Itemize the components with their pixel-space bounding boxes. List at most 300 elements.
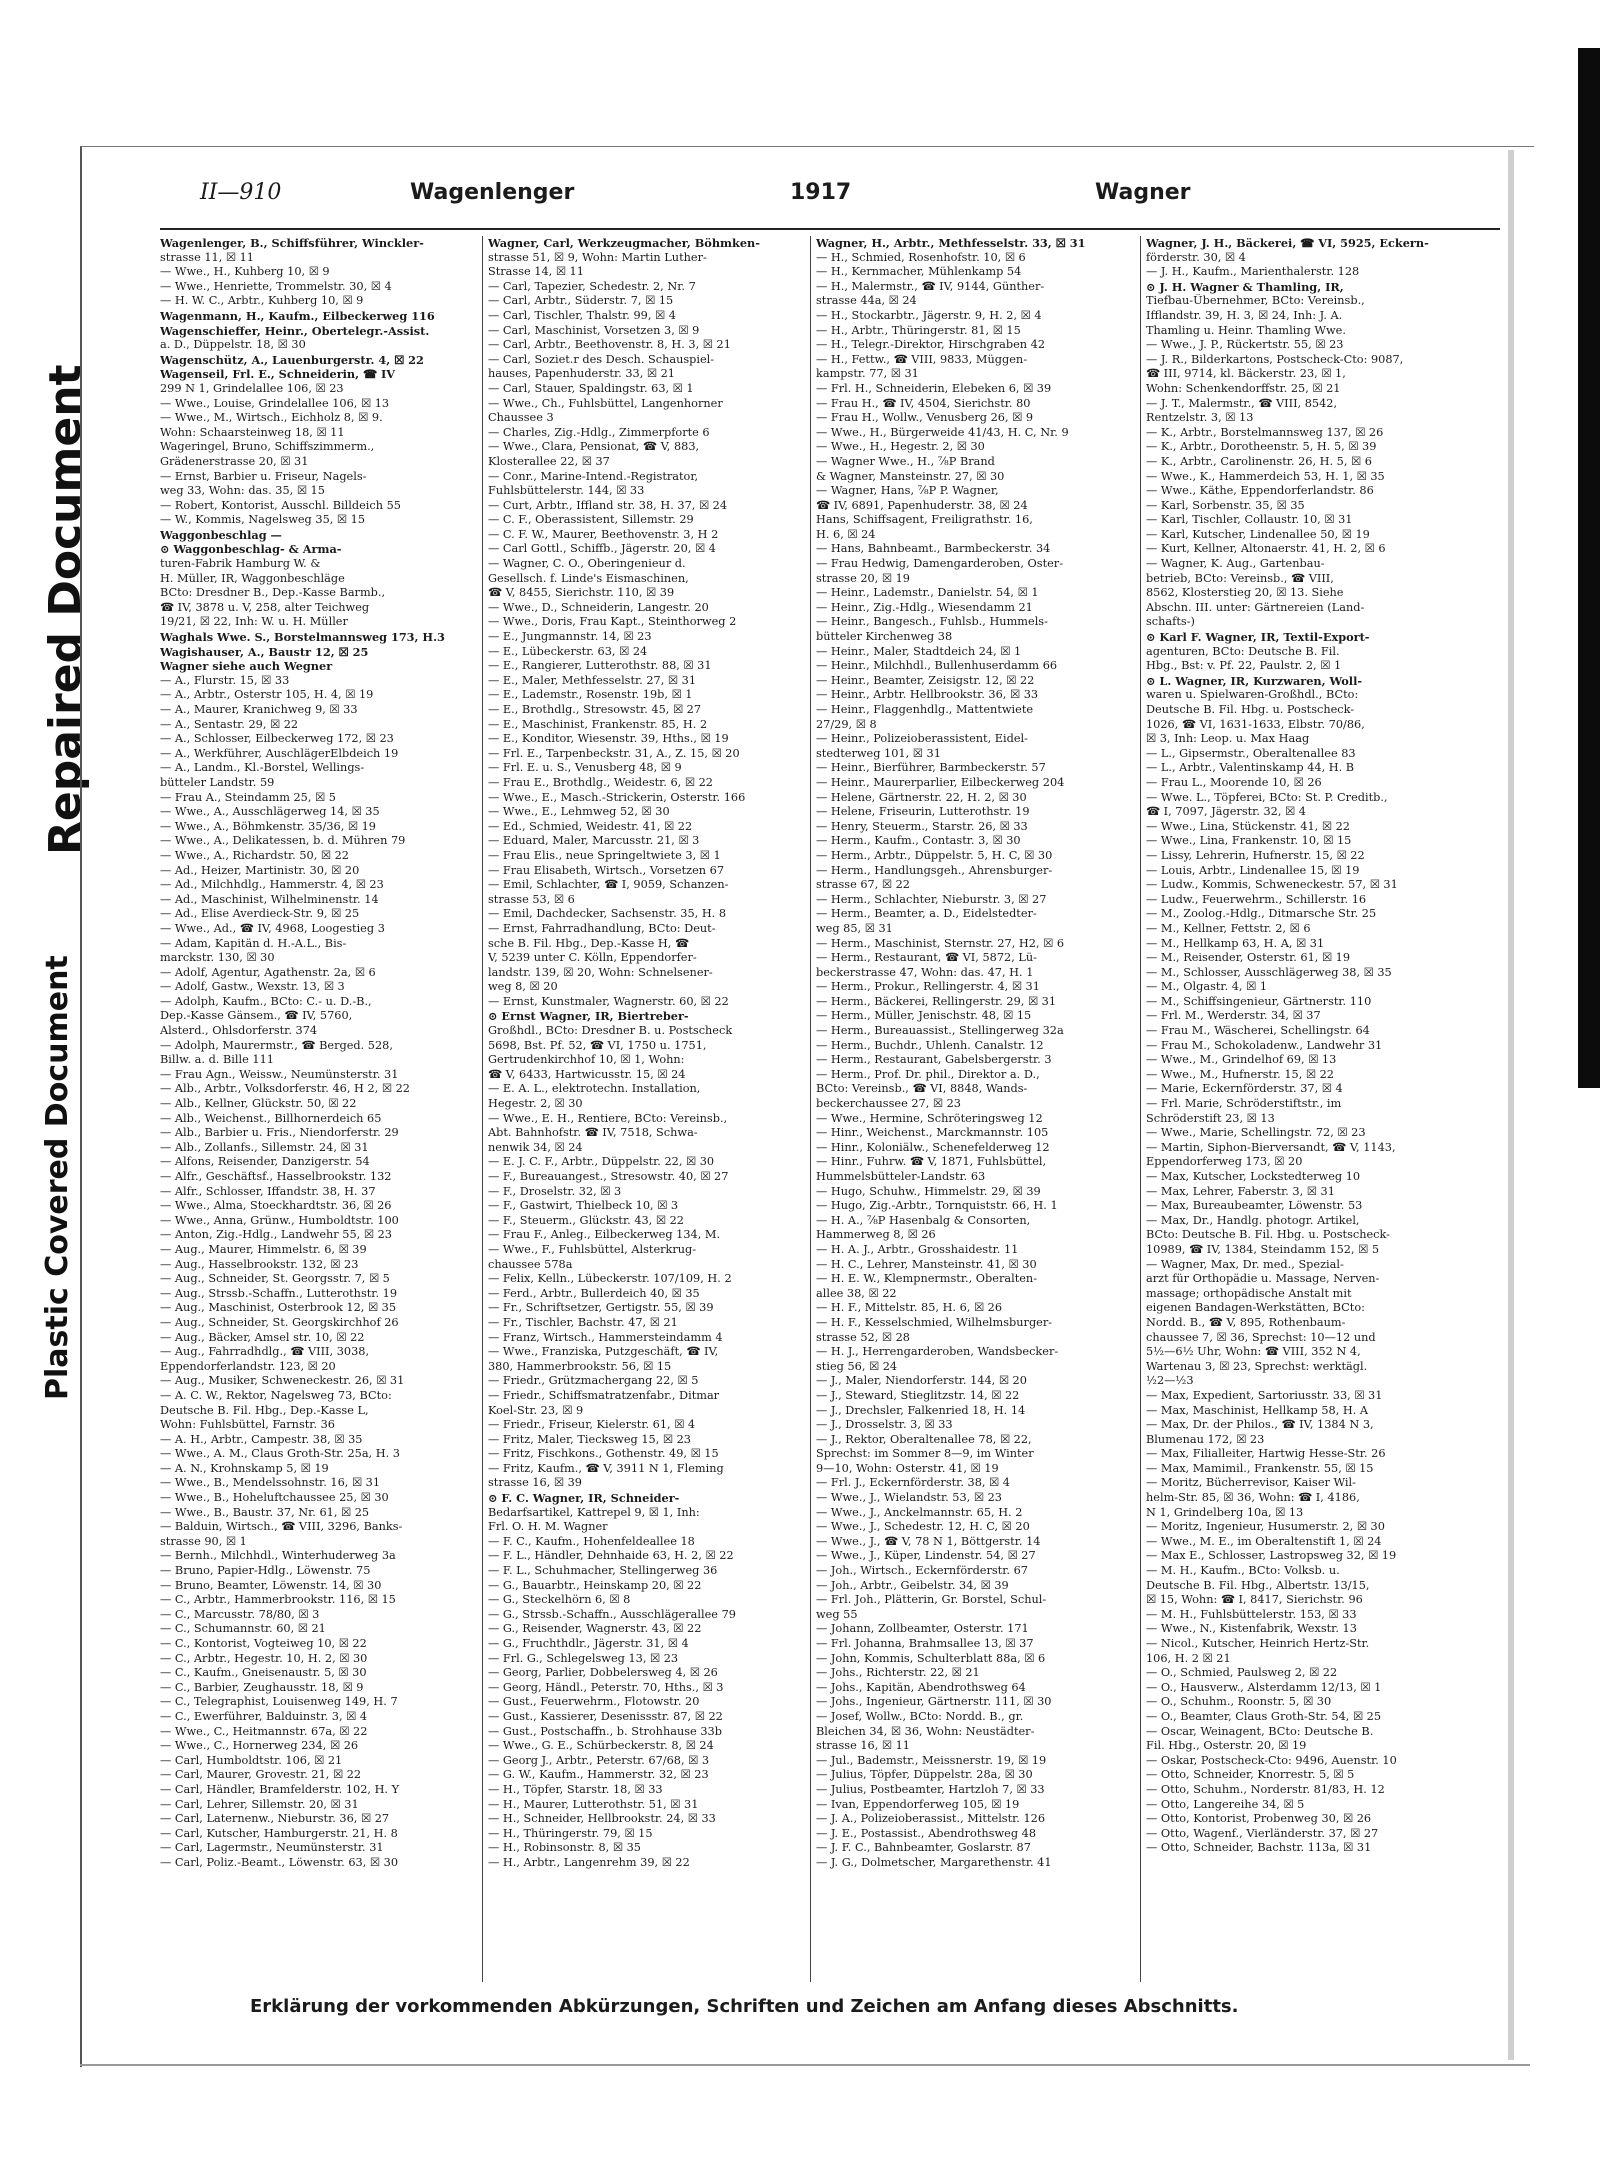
directory-entry-line: — Wwe., M., Wirtsch., Eichholz 8, ☒ 9. <box>160 411 383 425</box>
directory-entry-line: — Max, Dr., Handlg. photogr. Artikel, <box>1146 1213 1360 1227</box>
directory-entry-line: — Frl. H., Schneiderin, Elebeken 6, ☒ 39 <box>816 381 1052 395</box>
directory-entry-line: beckerchaussee 27, ☒ 23 <box>816 1097 961 1111</box>
directory-entry-line: — Frl. Joh., Plätterin, Gr. Borstel, Schul- <box>816 1593 1047 1607</box>
directory-entry-line: 380, Hammerbrookstr. 56, ☒ 15 <box>488 1359 672 1373</box>
directory-entry-line: — Carl, Laternenw., Nieburstr. 36, ☒ 27 <box>160 1812 390 1826</box>
directory-entry-line: Koel-Str. 23, ☒ 9 <box>488 1403 584 1417</box>
directory-entry-line: — Alb., Barbier u. Fris., Niendorferstr. 29 <box>160 1126 399 1140</box>
directory-entry-line: — Wwe., J., Schedestr. 12, H. C, ☒ 20 <box>816 1520 1030 1534</box>
directory-entry-line: — Herm., Prokur., Rellingerstr. 4, ☒ 31 <box>816 980 1040 994</box>
directory-entry-line: — Wwe., E., Masch.-Strickerin, Osterstr. 166 <box>488 790 746 804</box>
directory-entry-line: Tiefbau-Übernehmer, BCto: Vereinsb., <box>1146 294 1365 308</box>
directory-entry-line: — Adolf, Gastw., Wexstr. 13, ☒ 3 <box>160 980 345 994</box>
directory-entry-line: — Moritz, Ingenieur, Husumerstr. 2, ☒ 30 <box>1146 1520 1385 1534</box>
directory-entry-line: strasse 51, ☒ 9, Wohn: Martin Luther- <box>488 250 707 264</box>
directory-entry-line: — H., Telegr.-Direktor, Hirschgraben 42 <box>816 338 1046 352</box>
directory-entry-line: — H., Töpfer, Starstr. 18, ☒ 33 <box>488 1782 663 1796</box>
directory-entry-line: — Hinr., Weichenst., Marckmannstr. 105 <box>816 1126 1049 1140</box>
directory-entry-line: Wagenmann, H., Kaufm., Eilbeckerweg 116 <box>160 308 435 323</box>
directory-entry-line: Wohn: Schaarsteinweg 18, ☒ 11 <box>160 425 345 439</box>
directory-entry-line: — Wwe., Doris, Frau Kapt., Steinthorweg 2 <box>488 615 737 629</box>
directory-entry-line: — Ad., Milchhdlg., Hammerstr. 4, ☒ 23 <box>160 878 384 892</box>
directory-entry-line: — Frau M., Wäscherei, Schellingstr. 64 <box>1146 1024 1370 1038</box>
directory-entry-line: stieg 56, ☒ 24 <box>816 1359 898 1373</box>
plastic-covered-label: Plastic Covered Document <box>40 955 75 1400</box>
directory-entry-line: — Aug., Maurer, Himmelstr. 6, ☒ 39 <box>160 1242 367 1256</box>
directory-entry-line: — M., Hellkamp 63, H. A, ☒ 31 <box>1146 936 1325 950</box>
directory-entry-line: — H., Schneider, Hellbrookstr. 24, ☒ 33 <box>488 1812 716 1826</box>
directory-entry-line: — Frau E., Brothdlg., Weidestr. 6, ☒ 22 <box>488 775 713 789</box>
directory-entry-line: — Julius, Töpfer, Düppelstr. 28a, ☒ 30 <box>816 1768 1033 1782</box>
repaired-document-label: Repaired Document <box>40 364 91 855</box>
directory-entry-line: — Hinr., Fuhrw. ☎ V, 1871, Fuhlsbüttel, <box>816 1155 1047 1169</box>
directory-entry-line: strasse 53, ☒ 6 <box>488 892 575 906</box>
directory-entry-line: — E., Lübeckerstr. 63, ☒ 24 <box>488 644 648 658</box>
directory-entry-line: — E., Brothdlg., Stresowstr. 45, ☒ 27 <box>488 703 702 716</box>
directory-entry-line: — Wwe., Lina, Stückenstr. 41, ☒ 22 <box>1146 819 1350 833</box>
top-margin <box>0 0 1600 48</box>
directory-entry-line: — Herm., Handlungsgeh., Ahrensburger- <box>816 863 1053 877</box>
directory-entry-line: förderstr. 30, ☒ 4 <box>1146 250 1246 264</box>
directory-entry-line: ☎ III, 9714, kl. Bäckerstr. 23, ☒ 1, <box>1146 367 1346 381</box>
directory-entry-line: Wagenlenger, B., Schiffsführer, Winckler- <box>160 236 424 250</box>
directory-entry-line: Wagner, Carl, Werkzeugmacher, Böhmken- <box>488 236 760 250</box>
directory-entry-line: — Bernh., Milchhdl., Winterhuderweg 3a <box>160 1549 396 1563</box>
directory-entry-line: — Wwe., H., Hegestr. 2, ☒ 30 <box>816 440 985 454</box>
directory-entry-line: strasse 67, ☒ 22 <box>816 878 910 892</box>
directory-column-1 <box>160 236 500 1982</box>
directory-entry-line: — Wwe., J., Anckelmannstr. 65, H. 2 <box>816 1505 1023 1519</box>
directory-entry-line: — Carl, Stauer, Spaldingstr. 63, ☒ 1 <box>488 381 694 395</box>
directory-entry-line: — Herm., Restaurant, ☎ VI, 5872, Lü- <box>816 951 1037 965</box>
directory-entry-line: — Aug., Schneider, St. Georgsstr. 7, ☒ 5 <box>160 1272 390 1286</box>
directory-entry-line: — Carl, Soziet.r des Desch. Schauspiel- <box>488 352 715 366</box>
directory-entry-line: — Wwe., M. E., im Oberaltenstift 1, ☒ 24 <box>1146 1534 1382 1548</box>
directory-entry-line: Wohn: Schenkendorffstr. 25, ☒ 21 <box>1146 381 1341 395</box>
directory-entry-line: — Lissy, Lehrerin, Hufnerstr. 15, ☒ 22 <box>1146 848 1365 862</box>
directory-entry-line: bütteler Kirchenweg 38 <box>816 630 953 644</box>
directory-entry-line: — Heinr., Lademstr., Danielstr. 54, ☒ 1 <box>816 586 1039 600</box>
directory-entry-line: landstr. 139, ☒ 20, Wohn: Schnelsener- <box>488 965 713 979</box>
directory-entry-line: chaussee 7, ☒ 36, Sprechst: 10—12 und <box>1146 1330 1376 1344</box>
directory-entry-line: — Wwe., E. H., Rentiere, BCto: Vereinsb., <box>488 1111 728 1125</box>
directory-entry-line: — M. H., Kaufm., BCto: Volksb. u. <box>1146 1564 1340 1578</box>
directory-entry-line: — Ludw., Feuerwehrm., Schillerstr. 16 <box>1146 892 1367 906</box>
directory-entry-line: — H., Schmied, Rosenhofstr. 10, ☒ 6 <box>816 250 1026 264</box>
directory-entry-line: Fuhlsbüttelerstr. 144, ☒ 33 <box>488 484 645 498</box>
directory-entry-line: Waghals Wwe. S., Borstelmannsweg 173, H.3 <box>160 630 445 645</box>
directory-entry-line: — F., Gastwirt, Thielbeck 10, ☒ 3 <box>488 1199 679 1213</box>
directory-entry-line: — Ernst, Barbier u. Friseur, Nagels- <box>160 469 367 483</box>
directory-entry-line: betrieb, BCto: Vereinsb., ☎ VIII, <box>1146 571 1334 585</box>
directory-entry-line: — Herm., Maschinist, Sternstr. 27, H2, ☒ 6 <box>816 936 1065 950</box>
directory-entry-line: 10989, ☎ IV, 1384, Steindamm 152, ☒ 5 <box>1146 1242 1380 1256</box>
directory-entry-line: — C., Arbtr., Hegestr. 10, H. 2, ☒ 30 <box>160 1651 368 1665</box>
directory-entry-line: — J. F. C., Bahnbeamter, Goslarstr. 87 <box>816 1841 1031 1855</box>
directory-entry-line: Ifflandstr. 39, H. 3, ☒ 24, Inh: J. A. <box>1146 308 1343 322</box>
directory-entry-line: — Oskar, Postscheck-Cto: 9496, Auenstr. 10 <box>1146 1753 1397 1767</box>
directory-entry-line: — Joh., Arbtr., Geibelstr. 34, ☒ 39 <box>816 1578 1009 1592</box>
directory-entry-line: allee 38, ☒ 22 <box>816 1286 897 1300</box>
directory-entry-line: — M., Kellner, Fettstr. 2, ☒ 6 <box>1146 921 1311 935</box>
directory-entry-line: — Nicol., Kutscher, Heinrich Hertz-Str. <box>1146 1637 1370 1650</box>
directory-entry-line: BCto: Dresdner B., Dep.-Kasse Barmb., <box>160 586 386 600</box>
directory-entry-line: — Bruno, Papier-Hdlg., Löwenstr. 75 <box>160 1564 371 1578</box>
directory-entry-line: Blumenau 172, ☒ 23 <box>1146 1432 1265 1446</box>
directory-entry-line: — Carl, Humboldtstr. 106, ☒ 21 <box>160 1753 343 1767</box>
directory-entry-line: — Alfr., Geschäftsf., Hasselbrookstr. 132 <box>160 1170 392 1183</box>
directory-entry-line: — F., Steuerm., Glückstr. 43, ☒ 22 <box>488 1213 684 1227</box>
directory-entry-line: — Hans, Bahnbeamt., Barmbeckerstr. 34 <box>816 542 1051 556</box>
directory-entry-line: 19/21, ☒ 22, Inh: W. u. H. Müller <box>160 615 348 629</box>
directory-entry-line: — Herm., Beamter, a. D., Eidelstedter- <box>816 907 1037 921</box>
directory-entry-line: — J., Steward, Stieglitzstr. 14, ☒ 22 <box>816 1388 1020 1402</box>
directory-entry-line: — Frau H., Wollw., Venusberg 26, ☒ 9 <box>816 411 1034 425</box>
directory-entry-line: — E., Rangierer, Lutterothstr. 88, ☒ 31 <box>488 659 712 673</box>
directory-entry-line: — Fr., Schriftsetzer, Gertigstr. 55, ☒ 39 <box>488 1301 714 1315</box>
directory-entry-line: — Friedr., Grützmachergang 22, ☒ 5 <box>488 1374 699 1388</box>
directory-entry-line: — Max, Filialleiter, Hartwig Hesse-Str. 26 <box>1146 1447 1386 1461</box>
directory-entry-line: — Carl, Maschinist, Vorsetzen 3, ☒ 9 <box>488 323 700 337</box>
directory-entry-line: — Carl, Lagermstr., Neumünsterstr. 31 <box>160 1841 384 1855</box>
directory-entry-line: — Carl, Lehrer, Sillemstr. 20, ☒ 31 <box>160 1797 359 1811</box>
directory-entry-line: — O., Schuhm., Roonstr. 5, ☒ 30 <box>1146 1695 1332 1709</box>
directory-entry-line: — J., Drechsler, Falkenried 18, H. 14 <box>816 1403 1026 1417</box>
directory-entry-line: Eppendorferlandstr. 123, ☒ 20 <box>160 1359 336 1373</box>
directory-entry-line: — C., Kontorist, Vogteiweg 10, ☒ 22 <box>160 1637 367 1650</box>
directory-entry-line: — Max, Mamimil., Frankenstr. 55, ☒ 15 <box>1146 1461 1374 1475</box>
directory-entry-line: — Ernst, Fahrradhandlung, BCto: Deut- <box>488 921 716 935</box>
directory-entry-line: — E., Konditor, Wiesenstr. 39, Hths., ☒ 19 <box>488 732 729 746</box>
directory-entry-line: — Carl Gottl., Schiffb., Jägerstr. 20, ☒ 4 <box>488 542 716 556</box>
directory-entry-line: — Frl. G., Schlegelsweg 13, ☒ 23 <box>488 1651 679 1665</box>
directory-entry-line: ⊙ F. C. Wagner, IR, Schneider- <box>488 1491 680 1506</box>
directory-entry-line: — Wwe., H., Kuhberg 10, ☒ 9 <box>160 265 330 279</box>
directory-entry-line: — Frau Elisabeth, Wirtsch., Vorsetzen 67 <box>488 863 725 877</box>
directory-entry-line: — Wagner, K. Aug., Gartenbau- <box>1146 557 1325 571</box>
directory-entry-line: — Frau L., Moorende 10, ☒ 26 <box>1146 775 1322 789</box>
directory-entry-line: — C., Kaufm., Gneisenaustr. 5, ☒ 30 <box>160 1666 367 1680</box>
directory-entry-line: — Louis, Arbtr., Lindenallee 15, ☒ 19 <box>1146 863 1360 877</box>
directory-entry-line: — L., Gipsermstr., Oberaltenallee 83 <box>1146 746 1356 760</box>
directory-entry-line: — Alfr., Schlosser, Iffandstr. 38, H. 37 <box>160 1184 376 1198</box>
directory-entry-line: — Johs., Richterstr. 22, ☒ 21 <box>816 1666 980 1680</box>
directory-column-4 <box>1146 236 1486 1982</box>
directory-entry-line: 5698, Bst. Pf. 52, ☎ VI, 1750 u. 1751, <box>488 1038 707 1052</box>
directory-entry-line: — Eduard, Maler, Marcusstr. 21, ☒ 3 <box>488 834 700 848</box>
directory-entry-line: — J., Maler, Niendorferstr. 144, ☒ 20 <box>816 1374 1027 1388</box>
header-year: 1917 <box>790 180 852 205</box>
directory-entry-line: — Conr., Marine-Intend.-Registrator, <box>488 469 699 483</box>
directory-entry-line: — Wwe., Clara, Pensionat, ☎ V, 883, <box>488 440 700 454</box>
directory-entry-line: — F., Bureauangest., Stresowstr. 40, ☒ 27 <box>488 1170 729 1183</box>
directory-entry-line: — Ludw., Kommis, Schweneckestr. 57, ☒ 31 <box>1146 878 1398 892</box>
directory-entry-line: — Wwe., F., Fuhlsbüttel, Alsterkrug- <box>488 1242 697 1256</box>
directory-entry-line: — Wwe., B., Hoheluftchaussee 25, ☒ 30 <box>160 1491 389 1505</box>
directory-entry-line: — Wwe., Ad., ☎ IV, 4968, Loogestieg 3 <box>160 921 385 935</box>
directory-entry-line: — C., Barbier, Zeughausstr. 18, ☒ 9 <box>160 1680 364 1694</box>
directory-entry-line: — G., Steckelhörn 6, ☒ 8 <box>488 1593 631 1607</box>
directory-entry-line: Bleichen 34, ☒ 36, Wohn: Neustädter- <box>816 1724 1035 1738</box>
directory-entry-line: — Bruno, Beamter, Löwenstr. 14, ☒ 30 <box>160 1578 382 1592</box>
directory-entry-line: — M. H., Fuhlsbüttelerstr. 153, ☒ 33 <box>1146 1607 1357 1621</box>
directory-entry-line: — H., Arbtr., Langenrehm 39, ☒ 22 <box>488 1855 690 1869</box>
directory-entry-line: strasse 16, ☒ 39 <box>488 1476 582 1490</box>
directory-entry-line: — Kurt, Kellner, Altonaerstr. 41, H. 2, ☒ 6 <box>1146 542 1386 556</box>
directory-entry-line: — Moritz, Bücherrevisor, Kaiser Wil- <box>1146 1476 1356 1490</box>
directory-entry-line: — Wagner, Max, Dr. med., Spezial- <box>1146 1257 1344 1271</box>
column-divider <box>482 236 483 1982</box>
directory-entry-line: Wohn: Fuhlsbüttel, Farnstr. 36 <box>160 1418 335 1432</box>
directory-entry-line: ☎ IV, 6891, Papenhuderstr. 38, ☒ 24 <box>816 498 1028 512</box>
directory-entry-line: — M., Reisender, Osterstr. 61, ☒ 19 <box>1146 951 1351 965</box>
directory-entry-line: — G. W., Kaufm., Hammerstr. 32, ☒ 23 <box>488 1768 709 1782</box>
directory-entry-line: — Aug., Musiker, Schweneckestr. 26, ☒ 31 <box>160 1374 405 1388</box>
side-label-strip <box>0 150 91 1400</box>
directory-entry-line: Frl. O. H. M. Wagner <box>488 1520 608 1534</box>
directory-entry-line: stedterweg 101, ☒ 31 <box>816 746 941 760</box>
directory-entry-line: ☎ I, 7097, Jägerstr. 32, ☒ 4 <box>1146 805 1306 819</box>
directory-entry-line: — H. A. J., Arbtr., Grosshaidestr. 11 <box>816 1242 1019 1256</box>
directory-entry-line: — Friedr., Schiffsmatratzenfabr., Ditmar <box>488 1388 720 1402</box>
directory-entry-line: — H., Thüringerstr. 79, ☒ 15 <box>488 1826 653 1840</box>
directory-entry-line: — F. C., Kaufm., Hohenfeldeallee 18 <box>488 1534 695 1548</box>
directory-entry-line: — F., Droselstr. 32, ☒ 3 <box>488 1184 622 1198</box>
directory-entry-line: — Helene, Friseurin, Lutterothstr. 19 <box>816 805 1030 819</box>
directory-entry-line: — Wagner, C. O., Oberingenieur d. <box>488 557 686 571</box>
directory-entry-line: — Wwe., Marie, Schellingstr. 72, ☒ 23 <box>1146 1126 1366 1140</box>
header-rule <box>160 228 1500 230</box>
directory-entry-line: Großhdl., BCto: Dresdner B. u. Postscheck <box>488 1024 733 1038</box>
directory-entry-line: — Ad., Elise Averdieck-Str. 9, ☒ 25 <box>160 907 360 921</box>
directory-entry-line: Waggonbeschlag — <box>160 527 282 542</box>
directory-entry-line: — Frau A., Steindamm 25, ☒ 5 <box>160 790 336 804</box>
directory-entry-line: — Heinr., Arbtr. Hellbrookstr. 36, ☒ 33 <box>816 688 1039 702</box>
directory-entry-line: — Fritz, Kaufm., ☎ V, 3911 N 1, Fleming <box>488 1461 724 1475</box>
directory-entry-line: — C., Ewerführer, Balduinstr. 3, ☒ 4 <box>160 1709 368 1723</box>
directory-entry-line: — E. J. C. F., Arbtr., Düppelstr. 22, ☒ 30 <box>488 1155 715 1169</box>
directory-entry-line: turen-Fabrik Hamburg W. & <box>160 557 321 571</box>
directory-entry-line: helm-Str. 85, ☒ 36, Wohn: ☎ I, 4186, <box>1146 1491 1360 1505</box>
directory-entry-line: — Carl, Kutscher, Hamburgerstr. 21, H. 8 <box>160 1826 398 1840</box>
directory-entry-line: — K., Arbtr., Carolinenstr. 26, H. 5, ☒ 6 <box>1146 454 1372 468</box>
directory-entry-line: — E., Maschinist, Frankenstr. 85, H. 2 <box>488 717 708 731</box>
directory-entry-line: Wagner siehe auch Wegner <box>160 659 333 674</box>
directory-entry-line: — Wwe., J., ☎ V, 78 N 1, Böttgerstr. 14 <box>816 1534 1041 1548</box>
directory-entry-line: — Fritz, Fischkons., Gothenstr. 49, ☒ 15 <box>488 1447 719 1461</box>
directory-entry-line: ☒ 3, Inh: Leop. u. Max Haag <box>1146 732 1310 746</box>
directory-entry-line: 9—10, Wohn: Osterstr. 41, ☒ 19 <box>816 1461 999 1475</box>
directory-entry-line: — Adolph, Kaufm., BCto: C.- u. D.-B., <box>160 994 372 1008</box>
directory-entry-line: marckstr. 130, ☒ 30 <box>160 951 275 965</box>
directory-entry-line: — Alb., Weichenst., Billhornerdeich 65 <box>160 1111 382 1125</box>
directory-entry-line: — H., Robinsonstr. 8, ☒ 35 <box>488 1841 641 1855</box>
directory-entry-line: — Heinr., Zig.-Hdlg., Wiesendamm 21 <box>816 600 1033 614</box>
directory-entry-line: — Wwe., A., Delikatessen, b. d. Mühren 79 <box>160 834 406 848</box>
directory-entry-line: — Wagner Wwe., H., ⅞P Brand <box>816 454 995 468</box>
directory-entry-line: BCto: Deutsche B. Fil. Hbg. u. Postscheck- <box>1146 1228 1390 1242</box>
directory-entry-line: Sprechst: im Sommer 8—9, im Winter <box>816 1447 1034 1461</box>
header-left-word: Wagenlenger <box>410 180 575 205</box>
directory-entry-line: — A., Maurer, Kranichweg 9, ☒ 33 <box>160 703 358 716</box>
directory-entry-line: — C. F. W., Maurer, Beethovenstr. 3, H 2 <box>488 527 719 541</box>
directory-entry-line: — J. H., Kaufm., Marienthalerstr. 128 <box>1146 265 1360 279</box>
directory-entry-line: — G., Fruchthdlr., Jägerstr. 31, ☒ 4 <box>488 1637 689 1650</box>
directory-entry-line: — Karl, Tischler, Collaustr. 10, ☒ 31 <box>1146 513 1353 527</box>
directory-entry-line: — E., Jungmannstr. 14, ☒ 23 <box>488 630 652 644</box>
directory-entry-line: ☎ V, 6433, Hartwicusstr. 15, ☒ 24 <box>488 1067 686 1081</box>
directory-entry-line: kampstr. 77, ☒ 31 <box>816 367 919 381</box>
directory-entry-line: eigenen Bandagen-Werkstätten, BCto: <box>1146 1301 1365 1315</box>
directory-entry-line: — J. T., Malermstr., ☎ VIII, 8542, <box>1146 396 1338 410</box>
directory-entry-line: — Joh., Wirtsch., Eckernförderstr. 67 <box>816 1564 1028 1578</box>
directory-entry-line: — Wwe., Louise, Grindelallee 106, ☒ 13 <box>160 396 390 410</box>
directory-entry-line: Billw. a. d. Bille 111 <box>160 1053 274 1067</box>
directory-entry-line: strasse 20, ☒ 19 <box>816 571 910 585</box>
directory-entry-line: 27/29, ☒ 8 <box>816 717 877 731</box>
directory-entry-line: — L., Arbtr., Valentinskamp 44, H. B <box>1146 761 1355 775</box>
directory-entry-line: — A. H., Arbtr., Campestr. 38, ☒ 35 <box>160 1432 363 1446</box>
directory-entry-line: — Franz, Wirtsch., Hammersteindamm 4 <box>488 1330 723 1344</box>
directory-entry-line: — H., Stockarbtr., Jägerstr. 9, H. 2, ☒ 4 <box>816 308 1042 322</box>
directory-entry-line: — Aug., Maschinist, Osterbrook 12, ☒ 35 <box>160 1301 397 1315</box>
directory-entry-line: — H. C., Lehrer, Mansteinstr. 41, ☒ 30 <box>816 1257 1037 1271</box>
directory-entry-line: Chaussee 3 <box>488 411 554 425</box>
directory-entry-line: — Max, Bureaubeamter, Löwenstr. 53 <box>1146 1199 1363 1213</box>
directory-entry-line: — C., Telegraphist, Louisenweg 149, H. 7 <box>160 1695 398 1709</box>
directory-entry-line: ⊙ L. Wagner, IR, Kurzwaren, Woll- <box>1146 673 1363 688</box>
directory-entry-line: agenturen, BCto: Deutsche B. Fil. <box>1146 644 1340 658</box>
directory-column-2 <box>488 236 828 1982</box>
directory-entry-line: — Herm., Kaufm., Contastr. 3, ☒ 30 <box>816 834 1021 848</box>
directory-entry-line: — Aug., Strssb.-Schaffn., Lutterothstr. 19 <box>160 1286 398 1300</box>
directory-entry-line: — Frl. J., Eckernförderstr. 38, ☒ 4 <box>816 1476 1010 1490</box>
directory-entry-line: BCto: Vereinsb., ☎ VI, 8848, Wands- <box>816 1082 1028 1096</box>
directory-entry-line: Wagenschieffer, Heinr., Obertelegr.-Assist. <box>160 323 430 338</box>
directory-entry-line: Hummelsbütteler-Landstr. 63 <box>816 1170 986 1183</box>
directory-entry-line: Wagner, J. H., Bäckerei, ☎ VI, 5925, Eckern- <box>1146 236 1429 250</box>
directory-entry-line: — Anton, Zig.-Hdlg., Landwehr 55, ☒ 23 <box>160 1228 392 1242</box>
directory-entry-line: — Wwe., J., Küper, Lindenstr. 54, ☒ 27 <box>816 1549 1036 1563</box>
directory-entry-line: ⊙ Karl F. Wagner, IR, Textil-Export- <box>1146 630 1370 645</box>
directory-entry-line: — Frl. Johanna, Brahmsallee 13, ☒ 37 <box>816 1637 1034 1650</box>
page-bottom-edge <box>80 2064 1530 2066</box>
directory-entry-line: bütteler Landstr. 59 <box>160 775 275 789</box>
directory-entry-line: Wagner, H., Arbtr., Methfesselstr. 33, ☒ 31 <box>816 236 1086 250</box>
directory-entry-line: strasse 11, ☒ 11 <box>160 250 254 264</box>
directory-entry-line: Hammerweg 8, ☒ 26 <box>816 1228 936 1242</box>
directory-entry-line: — C., Marcusstr. 78/80, ☒ 3 <box>160 1607 320 1621</box>
directory-entry-line: Hans, Schiffsagent, Freiligrathstr. 16, <box>816 513 1033 527</box>
directory-entry-line: strasse 90, ☒ 1 <box>160 1534 247 1548</box>
scanner-edge-band <box>1578 48 1600 1088</box>
directory-entry-line: — Aug., Bäcker, Amsel str. 10, ☒ 22 <box>160 1330 365 1344</box>
directory-entry-line: — Max, Dr. der Philos., ☎ IV, 1384 N 3, <box>1146 1418 1374 1432</box>
directory-entry-line: — E., Maler, Methfesselstr. 27, ☒ 31 <box>488 673 697 687</box>
directory-entry-line: 8562, Klosterstieg 20, ☒ 13. Siehe <box>1146 586 1344 600</box>
directory-entry-line: — Otto, Schuhm., Norderstr. 81/83, H. 12 <box>1146 1782 1385 1796</box>
directory-entry-line: strasse 44a, ☒ 24 <box>816 294 917 308</box>
directory-entry-line: — Herm., Buchdr., Uhlenh. Canalstr. 12 <box>816 1038 1044 1052</box>
directory-entry-line: — H., Malermstr., ☎ IV, 9144, Günther- <box>816 279 1045 293</box>
page-edge <box>1508 150 1514 2060</box>
directory-entry-line: Wagenseil, Frl. E., Schneiderin, ☎ IV <box>160 367 396 382</box>
directory-entry-line: — Adolph, Maurermstr., ☎ Berged. 528, <box>160 1038 393 1052</box>
directory-entry-line: Wagishauser, A., Baustr 12, ☒ 25 <box>160 644 369 659</box>
directory-entry-line: — H. F., Kesselschmied, Wilhelmsburger- <box>816 1315 1053 1329</box>
directory-entry-line: — H., Kernmacher, Mühlenkamp 54 <box>816 265 1022 279</box>
directory-entry-line: — E., Lademstr., Rosenstr. 19b, ☒ 1 <box>488 688 693 702</box>
directory-entry-line: — Wwe., H., Bürgerweide 41/43, H. C, Nr. 9 <box>816 425 1069 439</box>
directory-entry-line: — Frau Agn., Weissw., Neumünsterstr. 31 <box>160 1067 399 1081</box>
directory-entry-line: weg 8, ☒ 20 <box>488 980 558 994</box>
directory-entry-line: — Otto, Schneider, Bachstr. 113a, ☒ 31 <box>1146 1841 1372 1855</box>
directory-entry-line: sche B. Fil. Hbg., Dep.-Kasse H, ☎ <box>488 936 690 950</box>
directory-entry-line: — Wwe., K., Hammerdeich 53, H. 1, ☒ 35 <box>1146 469 1385 483</box>
directory-entry-line: — Frau H., ☎ IV, 4504, Sierichstr. 80 <box>816 396 1031 410</box>
directory-entry-line: — Wwe., Anna, Grünw., Humboldtstr. 100 <box>160 1213 399 1227</box>
directory-entry-line: — Wwe., Lina, Frankenstr. 10, ☒ 15 <box>1146 834 1352 848</box>
directory-entry-line: Schröderstift 23, ☒ 13 <box>1146 1111 1275 1125</box>
directory-entry-line: Deutsche B. Fil. Hbg. u. Postscheck- <box>1146 703 1355 716</box>
directory-entry-line: — Wwe., N., Kistenfabrik, Wexstr. 13 <box>1146 1622 1357 1636</box>
directory-entry-line: — Heinr., Maler, Stadtdeich 24, ☒ 1 <box>816 644 1022 658</box>
directory-entry-line: — Herm., Restaurant, Gabelsbergerstr. 3 <box>816 1053 1052 1067</box>
directory-entry-line: — Wwe., J., Wielandstr. 53, ☒ 23 <box>816 1491 1002 1505</box>
directory-entry-line: — Hinr., Koloniälw., Schenefelderweg 12 <box>816 1140 1050 1154</box>
directory-entry-line: — Wagner, Hans, ⅞P P. Wagner, <box>816 484 999 498</box>
directory-entry-line: — Herm., Müller, Jenischstr. 48, ☒ 15 <box>816 1009 1032 1023</box>
directory-entry-line: — A., Landm., Kl.-Borstel, Wellings- <box>160 761 365 775</box>
directory-entry-line: waren u. Spielwaren-Großhdl., BCto: <box>1146 688 1359 702</box>
directory-entry-line: — C., Schumannstr. 60, ☒ 21 <box>160 1622 326 1636</box>
directory-entry-line: — Ed., Schmied, Weidestr. 41, ☒ 22 <box>488 819 693 833</box>
directory-entry-line: — Hugo, Zig.-Arbtr., Tornquiststr. 66, H. 1 <box>816 1199 1058 1213</box>
directory-entry-line: — Fr., Tischler, Bachstr. 47, ☒ 21 <box>488 1315 678 1329</box>
directory-entry-line: — Herm., Bäckerei, Rellingerstr. 29, ☒ 31 <box>816 994 1057 1008</box>
directory-entry-line: N 1, Grindelberg 10a, ☒ 13 <box>1146 1505 1304 1519</box>
directory-entry-line: — Balduin, Wirtsch., ☎ VIII, 3296, Banks- <box>160 1520 403 1534</box>
directory-entry-line: — O., Beamter, Claus Groth-Str. 54, ☒ 25 <box>1146 1709 1382 1723</box>
directory-entry-line: — Frau Elis., neue Springeltwiete 3, ☒ 1 <box>488 848 721 862</box>
directory-entry-line: — Carl, Tischler, Thalstr. 99, ☒ 4 <box>488 308 676 322</box>
directory-entry-line: — Carl, Maurer, Grovestr. 21, ☒ 22 <box>160 1768 362 1782</box>
directory-entry-line: — J. E., Postassist., Abendrothsweg 48 <box>816 1826 1037 1840</box>
header-right-word: Wagner <box>1095 180 1191 205</box>
directory-entry-line: — Wwe. L., Töpferei, BCto: St. P. Creditb., <box>1146 790 1388 804</box>
directory-entry-line: — Karl, Sorbenstr. 35, ☒ 35 <box>1146 498 1305 512</box>
directory-entry-line: — Heinr., Bangesch., Fuhlsb., Hummels- <box>816 615 1048 629</box>
directory-entry-line: strasse 52, ☒ 28 <box>816 1330 910 1344</box>
directory-entry-line: — Wwe., A., Böhmkenstr. 35/36, ☒ 19 <box>160 819 376 833</box>
directory-entry-line: nenwik 34, ☒ 24 <box>488 1140 583 1154</box>
directory-entry-line: — Johann, Zollbeamter, Osterstr. 171 <box>816 1622 1029 1636</box>
directory-entry-line: ⊙ Ernst Wagner, IR, Biertreber- <box>488 1009 689 1024</box>
directory-entry-line: schafts-) <box>1146 615 1195 629</box>
directory-entry-line: — A. N., Krohnskamp 5, ☒ 19 <box>160 1461 329 1475</box>
directory-entry-line: — Aug., Fahrradhdlg., ☎ VIII, 3038, <box>160 1345 370 1359</box>
directory-entry-line: beckerstrasse 47, Wohn: das. 47, H. 1 <box>816 965 1034 979</box>
directory-entry-line: Wartenau 3, ☒ 23, Sprechst: werktägl. <box>1146 1359 1368 1373</box>
directory-entry-line: — Carl, Tapezier, Schedestr. 2, Nr. 7 <box>488 279 696 293</box>
directory-entry-line: — K., Arbtr., Borstelmannsweg 137, ☒ 26 <box>1146 425 1384 439</box>
directory-entry-line: — Heinr., Beamter, Zeisigstr. 12, ☒ 22 <box>816 673 1035 687</box>
directory-entry-line: — Wwe., C., Heitmannstr. 67a, ☒ 22 <box>160 1724 368 1738</box>
directory-entry-line: — Otto, Schneider, Knorrestr. 5, ☒ 5 <box>1146 1768 1355 1782</box>
directory-entry-line: ☎ IV, 3878 u. V, 258, alter Teichweg <box>160 600 370 614</box>
directory-entry-line: — Felix, Kelln., Lübeckerstr. 107/109, H. 2 <box>488 1272 732 1286</box>
directory-entry-line: — Oscar, Weinagent, BCto: Deutsche B. <box>1146 1724 1374 1738</box>
